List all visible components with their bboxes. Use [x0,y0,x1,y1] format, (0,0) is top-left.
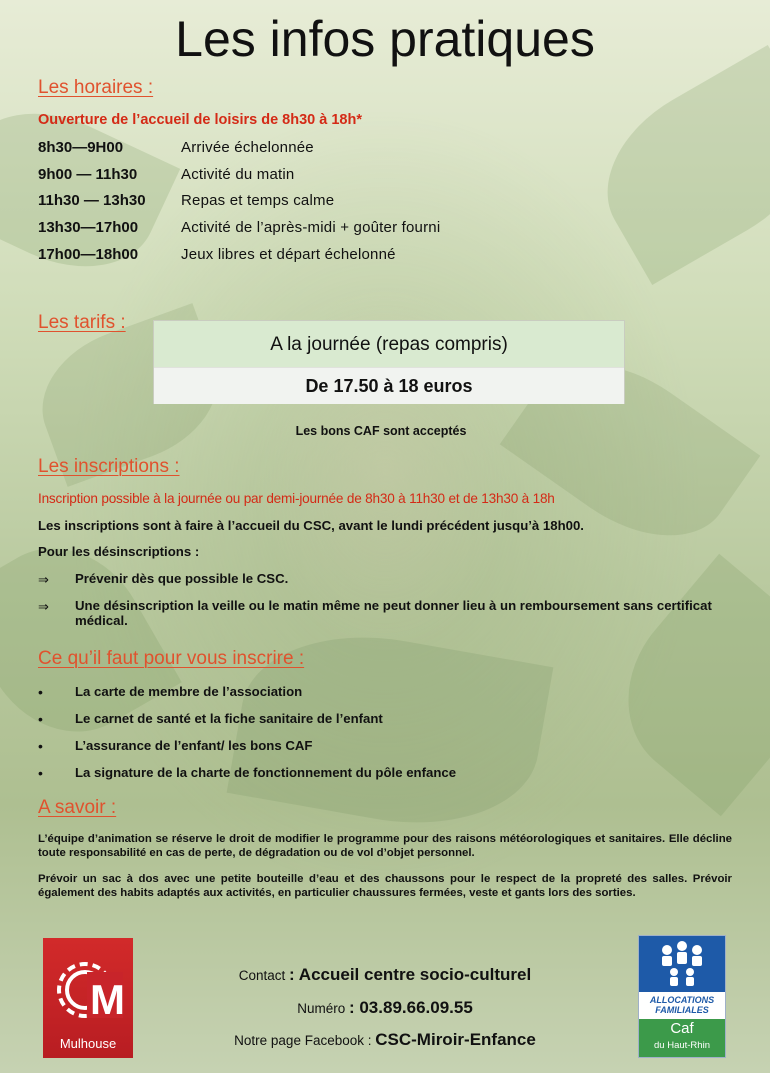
arrow-bullet-icon: ⇒ [38,599,49,614]
unsubscribe-label: Pour les désinscriptions : [38,544,200,559]
requirement-item: La carte de membre de l’association [75,684,303,699]
inscriptions-heading: Les inscriptions : [38,456,180,477]
caf-logo [638,935,726,1058]
schedule-activity: Repas et temps calme [181,192,335,209]
mulhouse-name: Mulhouse [59,1036,117,1051]
caf-text-line4: du Haut-Rhin [654,1040,710,1051]
phone-number: : 03.89.66.09.55 [348,998,473,1017]
schedule-activity: Jeux libres et départ échelonné [181,246,396,263]
price-table [153,320,625,404]
requirements-heading: Ce qu’il faut pour vous inscrire : [38,648,305,669]
mulhouse-letter: M [90,976,125,1023]
caf-family-icon [639,936,725,992]
inscription-rule: Les inscriptions sont à faire à l’accueil du CSC, avant le lundi précédent jusqu’à 18h00. [38,518,584,533]
price-table-value: De 17.50 à 18 euros [154,367,624,404]
background-leaf [591,554,770,816]
schedule-time: 9h00 — 11h30 [38,166,138,183]
caf-text-line2: FAMILIALES [655,1005,709,1015]
schedule-time: 17h00—18h00 [38,246,139,263]
schedule-time: 13h30—17h00 [38,219,139,236]
savoir-heading: A savoir : [38,797,117,818]
facebook-label: Notre page Facebook : [234,1033,376,1048]
opening-hours: Ouverture de l’accueil de loisirs de 8h30 à 18h* [38,112,362,128]
unsubscribe-item: Une désinscription la veille ou le matin même ne peut donner lieu à un remboursement sans certificat médical. [75,598,712,628]
contact-value: : Accueil centre socio-culturel [289,965,532,984]
inscription-hours: Inscription possible à la journée ou par demi-journée de 8h30 à 11h30 et de 13h30 à 18h [38,491,555,506]
savoir-paragraph: L’équipe d’animation se réserve le droit de modifier le programme pour des raisons météorologiques et sanitaires. Elle décline toute responsabilité en cas de perte, de dégradation ou de vol d’objet personnel. [38,833,732,859]
price-table-header: A la journée (repas compris) [154,321,624,367]
horaires-heading: Les horaires : [38,77,154,98]
page-title: Les infos pratiques [175,11,595,67]
schedule-activity: Activité de l’après-midi + goûter fourni [181,219,441,236]
unsubscribe-item: Prévenir dès que possible le CSC. [75,571,289,586]
savoir-paragraph: Prévoir un sac à dos avec une petite bouteille d’eau et des chaussons pour le respect de la propreté des salles. Prévoir également des habits adaptés aux activités, en particulier chaussures fermées, veste et gants lors des sorties. [38,873,732,899]
arrow-bullet-icon: ⇒ [38,572,49,587]
schedule-activity: Activité du matin [181,166,295,183]
schedule-time: 11h30 — 13h30 [38,192,146,209]
facebook-page: CSC-Miroir-Enfance [375,1030,536,1049]
background-leaf [577,45,770,285]
bullet-icon: • [38,765,43,781]
requirement-item: La signature de la charte de fonctionnement du pôle enfance [75,765,457,780]
contact-label: Contact [238,968,290,983]
caf-text-line3: Caf [670,1020,694,1037]
tarifs-heading: Les tarifs : [38,312,126,333]
requirement-item: Le carnet de santé et la fiche sanitaire de l’enfant [75,711,383,726]
caf-vouchers-note: Les bons CAF sont acceptés [295,424,467,438]
bullet-icon: • [38,684,43,700]
requirement-item: L’assurance de l’enfant/ les bons CAF [75,738,313,753]
bullet-icon: • [38,711,43,727]
caf-text-line1: ALLOCATIONS [649,995,715,1005]
schedule-activity: Arrivée échelonnée [181,139,314,156]
schedule-time: 8h30—9H00 [38,139,124,156]
bullet-icon: • [38,738,43,754]
phone-label: Numéro [297,1001,349,1016]
